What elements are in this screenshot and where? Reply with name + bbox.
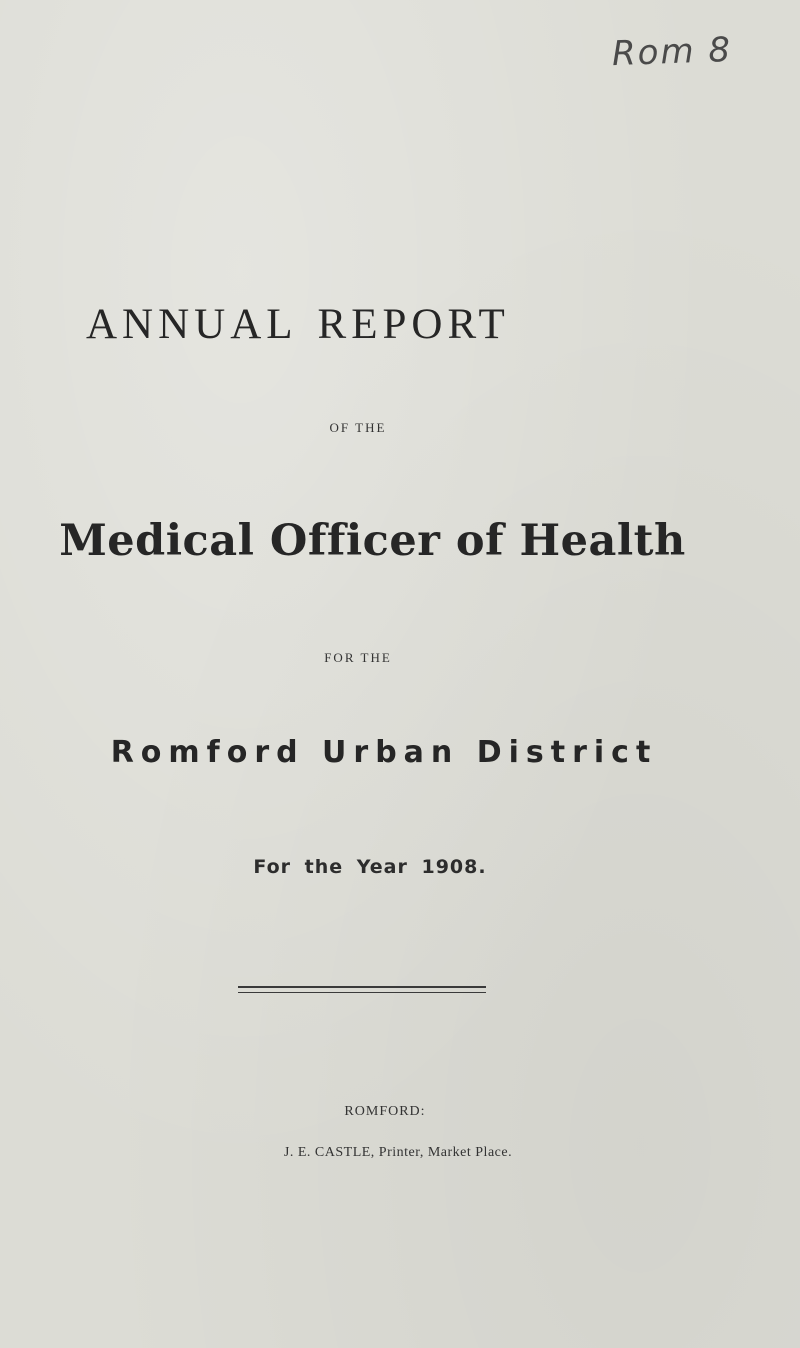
- office-heading: Medical Officer of Health: [59, 516, 686, 566]
- year-line: For the Year 1908.: [253, 856, 487, 878]
- report-title: [86, 300, 510, 349]
- double-rule-top: [238, 986, 486, 988]
- report-title-word-1: ANNUAL: [86, 301, 298, 348]
- imprint-place: ROMFORD:: [344, 1104, 426, 1119]
- handwritten-shelfmark: Rom 8: [611, 29, 733, 75]
- district-heading: Romford Urban District: [110, 735, 658, 770]
- double-rule-bottom: [238, 992, 486, 993]
- for-the-text: FOR THE: [324, 650, 392, 665]
- of-the-text: OF THE: [329, 420, 387, 435]
- imprint-printer: J. E. CASTLE, Printer, Market Place.: [283, 1145, 513, 1160]
- report-title-word-2: REPORT: [317, 301, 510, 348]
